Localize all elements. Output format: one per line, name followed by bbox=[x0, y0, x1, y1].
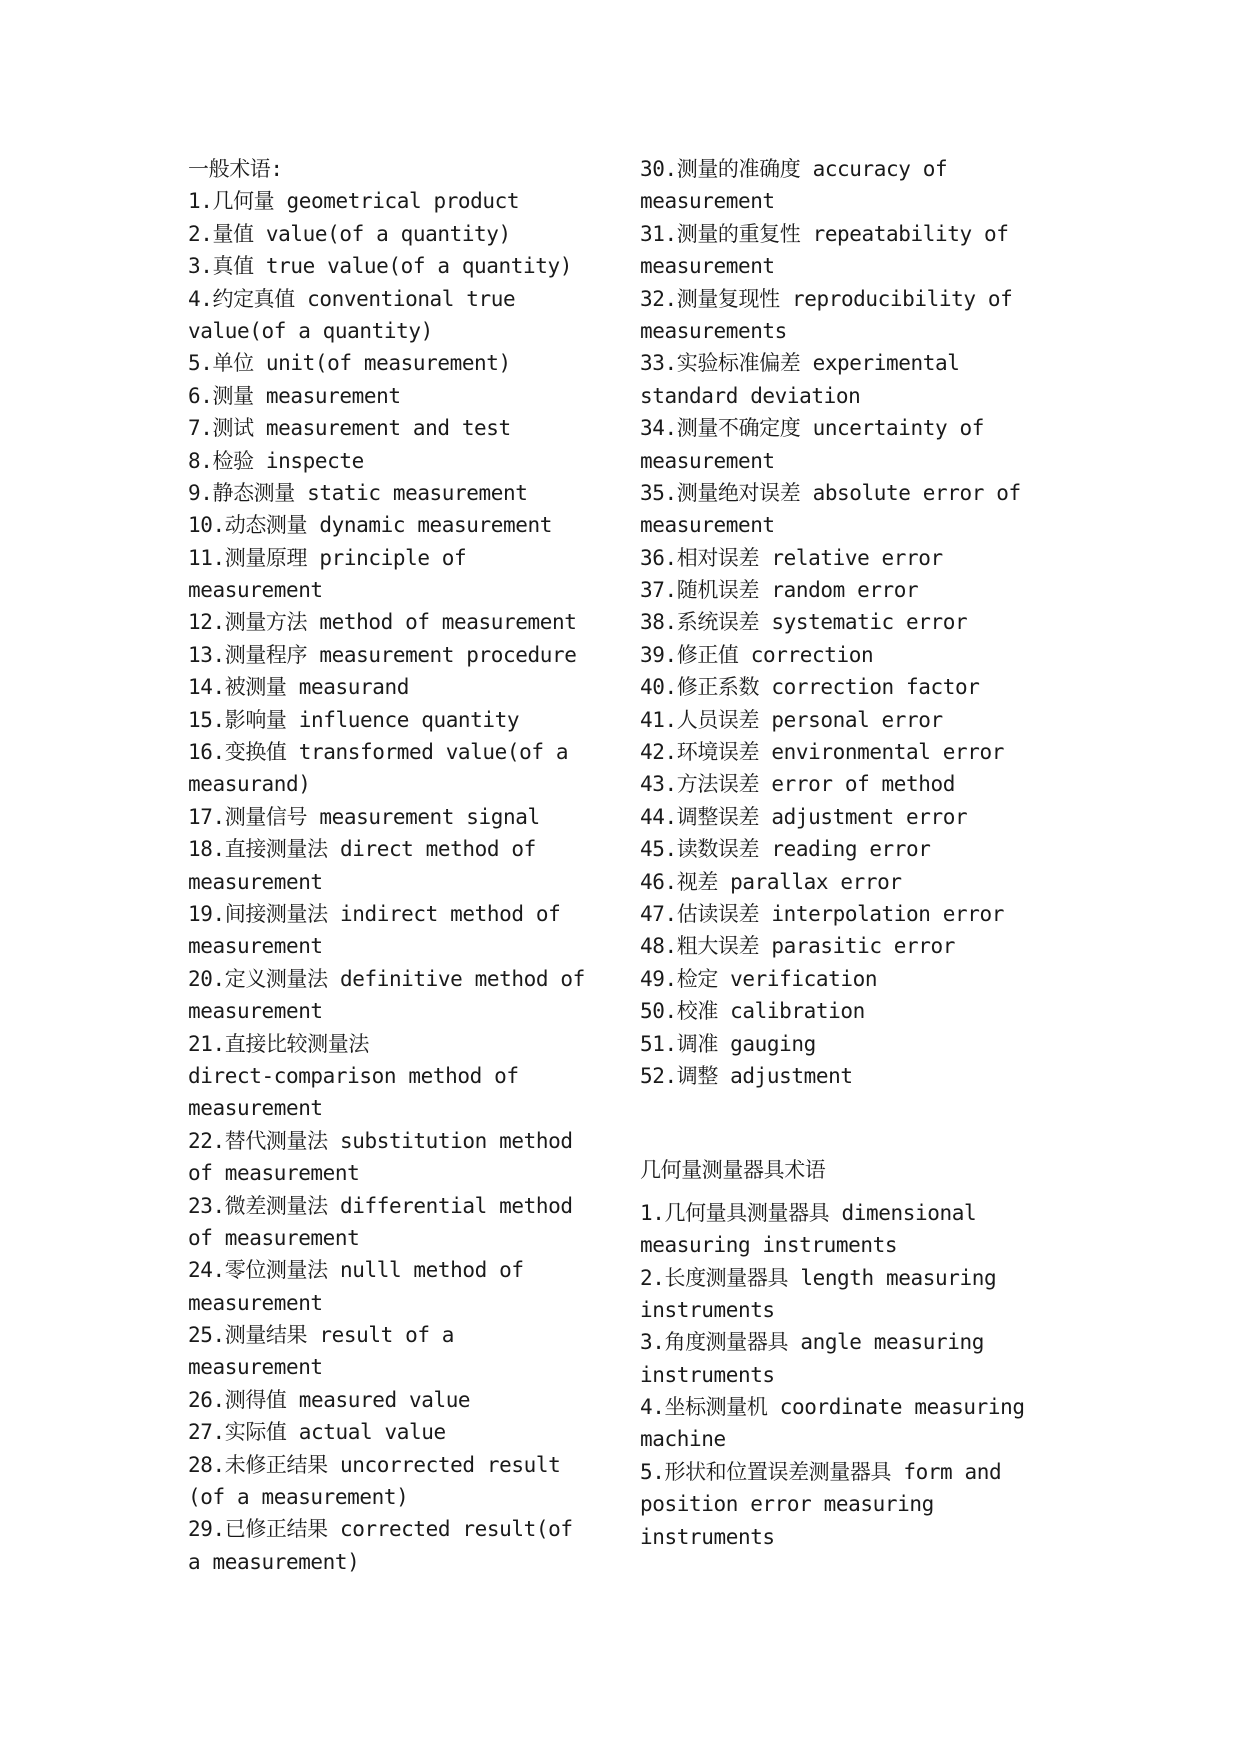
term-line: 50.校准 calibration bbox=[640, 999, 865, 1024]
term-line: 32.测量复现性 reproducibility of bbox=[640, 286, 1013, 311]
term-line: 4.约定真值 conventional true bbox=[188, 286, 516, 311]
term-line: 7.测试 measurement and test bbox=[188, 416, 511, 441]
term-line: 8.检验 inspecte bbox=[188, 448, 364, 473]
term-line: 28.未修正结果 uncorrected result bbox=[188, 1452, 561, 1477]
term-line: 33.实验标准偏差 experimental bbox=[640, 351, 960, 376]
term-line: 17.测量信号 measurement signal bbox=[188, 804, 540, 829]
term-line: of measurement bbox=[188, 1225, 360, 1250]
term-line: 16.变换值 transformed value(of a bbox=[188, 740, 569, 765]
term-line: 52.调整 adjustment bbox=[640, 1063, 853, 1088]
term-line: measurement bbox=[640, 448, 775, 473]
term-line: 45.读数误差 reading error bbox=[640, 837, 931, 862]
term-line: value(of a quantity) bbox=[188, 318, 433, 343]
term-line: of measurement bbox=[188, 1161, 360, 1186]
term-line: 5.单位 unit(of measurement) bbox=[188, 351, 511, 376]
term-line: 24.零位测量法 nulll method of bbox=[188, 1258, 524, 1283]
term-line: measurement bbox=[640, 513, 775, 538]
term-line: 48.粗大误差 parasitic error bbox=[640, 934, 956, 959]
term-line: instruments bbox=[640, 1362, 775, 1387]
term-line: 9.静态测量 static measurement bbox=[188, 480, 528, 505]
term-line: 34.测量不确定度 uncertainty of bbox=[640, 416, 984, 441]
term-line: 12.测量方法 method of measurement bbox=[188, 610, 577, 635]
term-line: 46.视差 parallax error bbox=[640, 869, 902, 894]
term-line: 2.长度测量器具 length measuring bbox=[640, 1265, 997, 1290]
term-line: 38.系统误差 systematic error bbox=[640, 610, 968, 635]
terms-column-right bbox=[640, 153, 1070, 1553]
term-line: direct-comparison method of bbox=[188, 1063, 519, 1088]
term-line: 43.方法误差 error of method bbox=[640, 772, 956, 797]
term-line: measurement bbox=[188, 1290, 323, 1315]
term-line: position error measuring bbox=[640, 1492, 934, 1517]
term-line: 18.直接测量法 direct method of bbox=[188, 837, 536, 862]
term-line: 26.测得值 measured value bbox=[188, 1387, 471, 1412]
term-line: 15.影响量 influence quantity bbox=[188, 707, 520, 732]
term-line: 49.检定 verification bbox=[640, 966, 878, 991]
term-line: 27.实际值 actual value bbox=[188, 1420, 446, 1445]
term-line: 4.坐标测量机 coordinate measuring bbox=[640, 1395, 1025, 1420]
term-line: measuring instruments bbox=[640, 1233, 898, 1258]
term-line: 47.估读误差 interpolation error bbox=[640, 901, 1004, 926]
term-line: measurement bbox=[188, 578, 323, 603]
term-line: 3.角度测量器具 angle measuring bbox=[640, 1330, 984, 1355]
general-terms-column bbox=[188, 153, 608, 1578]
measuring-instruments-terms-list bbox=[640, 1197, 1070, 1553]
term-line: 22.替代测量法 substitution method bbox=[188, 1128, 573, 1153]
term-line: 1.几何量 geometrical product bbox=[188, 189, 520, 214]
term-line: instruments bbox=[640, 1297, 775, 1322]
term-line: 14.被测量 measurand bbox=[188, 675, 409, 700]
section-heading: 几何量测量器具术语 bbox=[640, 1158, 826, 1183]
term-line: 40.修正系数 correction factor bbox=[640, 675, 980, 700]
term-line: measurement bbox=[188, 999, 323, 1024]
term-line: 39.修正值 correction bbox=[640, 642, 874, 667]
term-line: 5.形状和位置误差测量器具 form and bbox=[640, 1459, 1002, 1484]
term-line: 1.几何量具测量器具 dimensional bbox=[640, 1200, 977, 1225]
term-line: 31.测量的重复性 repeatability of bbox=[640, 221, 1009, 246]
term-line: measurand) bbox=[188, 772, 311, 797]
term-line: (of a measurement) bbox=[188, 1485, 409, 1510]
term-line: machine bbox=[640, 1427, 726, 1452]
term-line: measurement bbox=[188, 1096, 323, 1121]
term-line: 35.测量绝对误差 absolute error of bbox=[640, 480, 1021, 505]
term-line: 10.动态测量 dynamic measurement bbox=[188, 513, 552, 538]
term-line: 23.微差测量法 differential method bbox=[188, 1193, 573, 1218]
term-line: measurement bbox=[188, 934, 323, 959]
section-heading-block bbox=[640, 1154, 1070, 1186]
term-line: 25.测量结果 result of a bbox=[188, 1323, 455, 1348]
term-line: measurement bbox=[188, 869, 323, 894]
term-line: 30.测量的准确度 accuracy of bbox=[640, 157, 948, 181]
term-line: 51.调准 gauging bbox=[640, 1031, 816, 1056]
term-line: measurement bbox=[188, 1355, 323, 1380]
term-line: 20.定义测量法 definitive method of bbox=[188, 966, 585, 991]
term-line: standard deviation bbox=[640, 383, 861, 408]
term-line: a measurement) bbox=[188, 1549, 360, 1574]
term-line: 36.相对误差 relative error bbox=[640, 545, 943, 570]
term-line: 3.真值 true value(of a quantity) bbox=[188, 254, 573, 279]
term-line: 21.直接比较测量法 bbox=[188, 1031, 369, 1056]
term-line: 6.测量 measurement bbox=[188, 383, 401, 408]
term-line: 42.环境误差 environmental error bbox=[640, 740, 1004, 765]
term-line: measurement bbox=[640, 254, 775, 279]
term-line: measurements bbox=[640, 318, 787, 343]
general-terms-continued-list bbox=[640, 153, 1070, 1092]
term-line: measurement bbox=[640, 189, 775, 214]
term-line: 37.随机误差 random error bbox=[640, 578, 919, 603]
term-line: 一般术语: bbox=[188, 157, 283, 181]
term-line: 19.间接测量法 indirect method of bbox=[188, 901, 561, 926]
term-line: 29.已修正结果 corrected result(of bbox=[188, 1517, 573, 1542]
term-line: 11.测量原理 principle of bbox=[188, 545, 467, 570]
term-line: 44.调整误差 adjustment error bbox=[640, 804, 968, 829]
term-line: instruments bbox=[640, 1524, 775, 1549]
term-line: 13.测量程序 measurement procedure bbox=[188, 642, 577, 667]
term-line: 41.人员误差 personal error bbox=[640, 707, 943, 732]
term-line: 2.量值 value(of a quantity) bbox=[188, 221, 511, 246]
